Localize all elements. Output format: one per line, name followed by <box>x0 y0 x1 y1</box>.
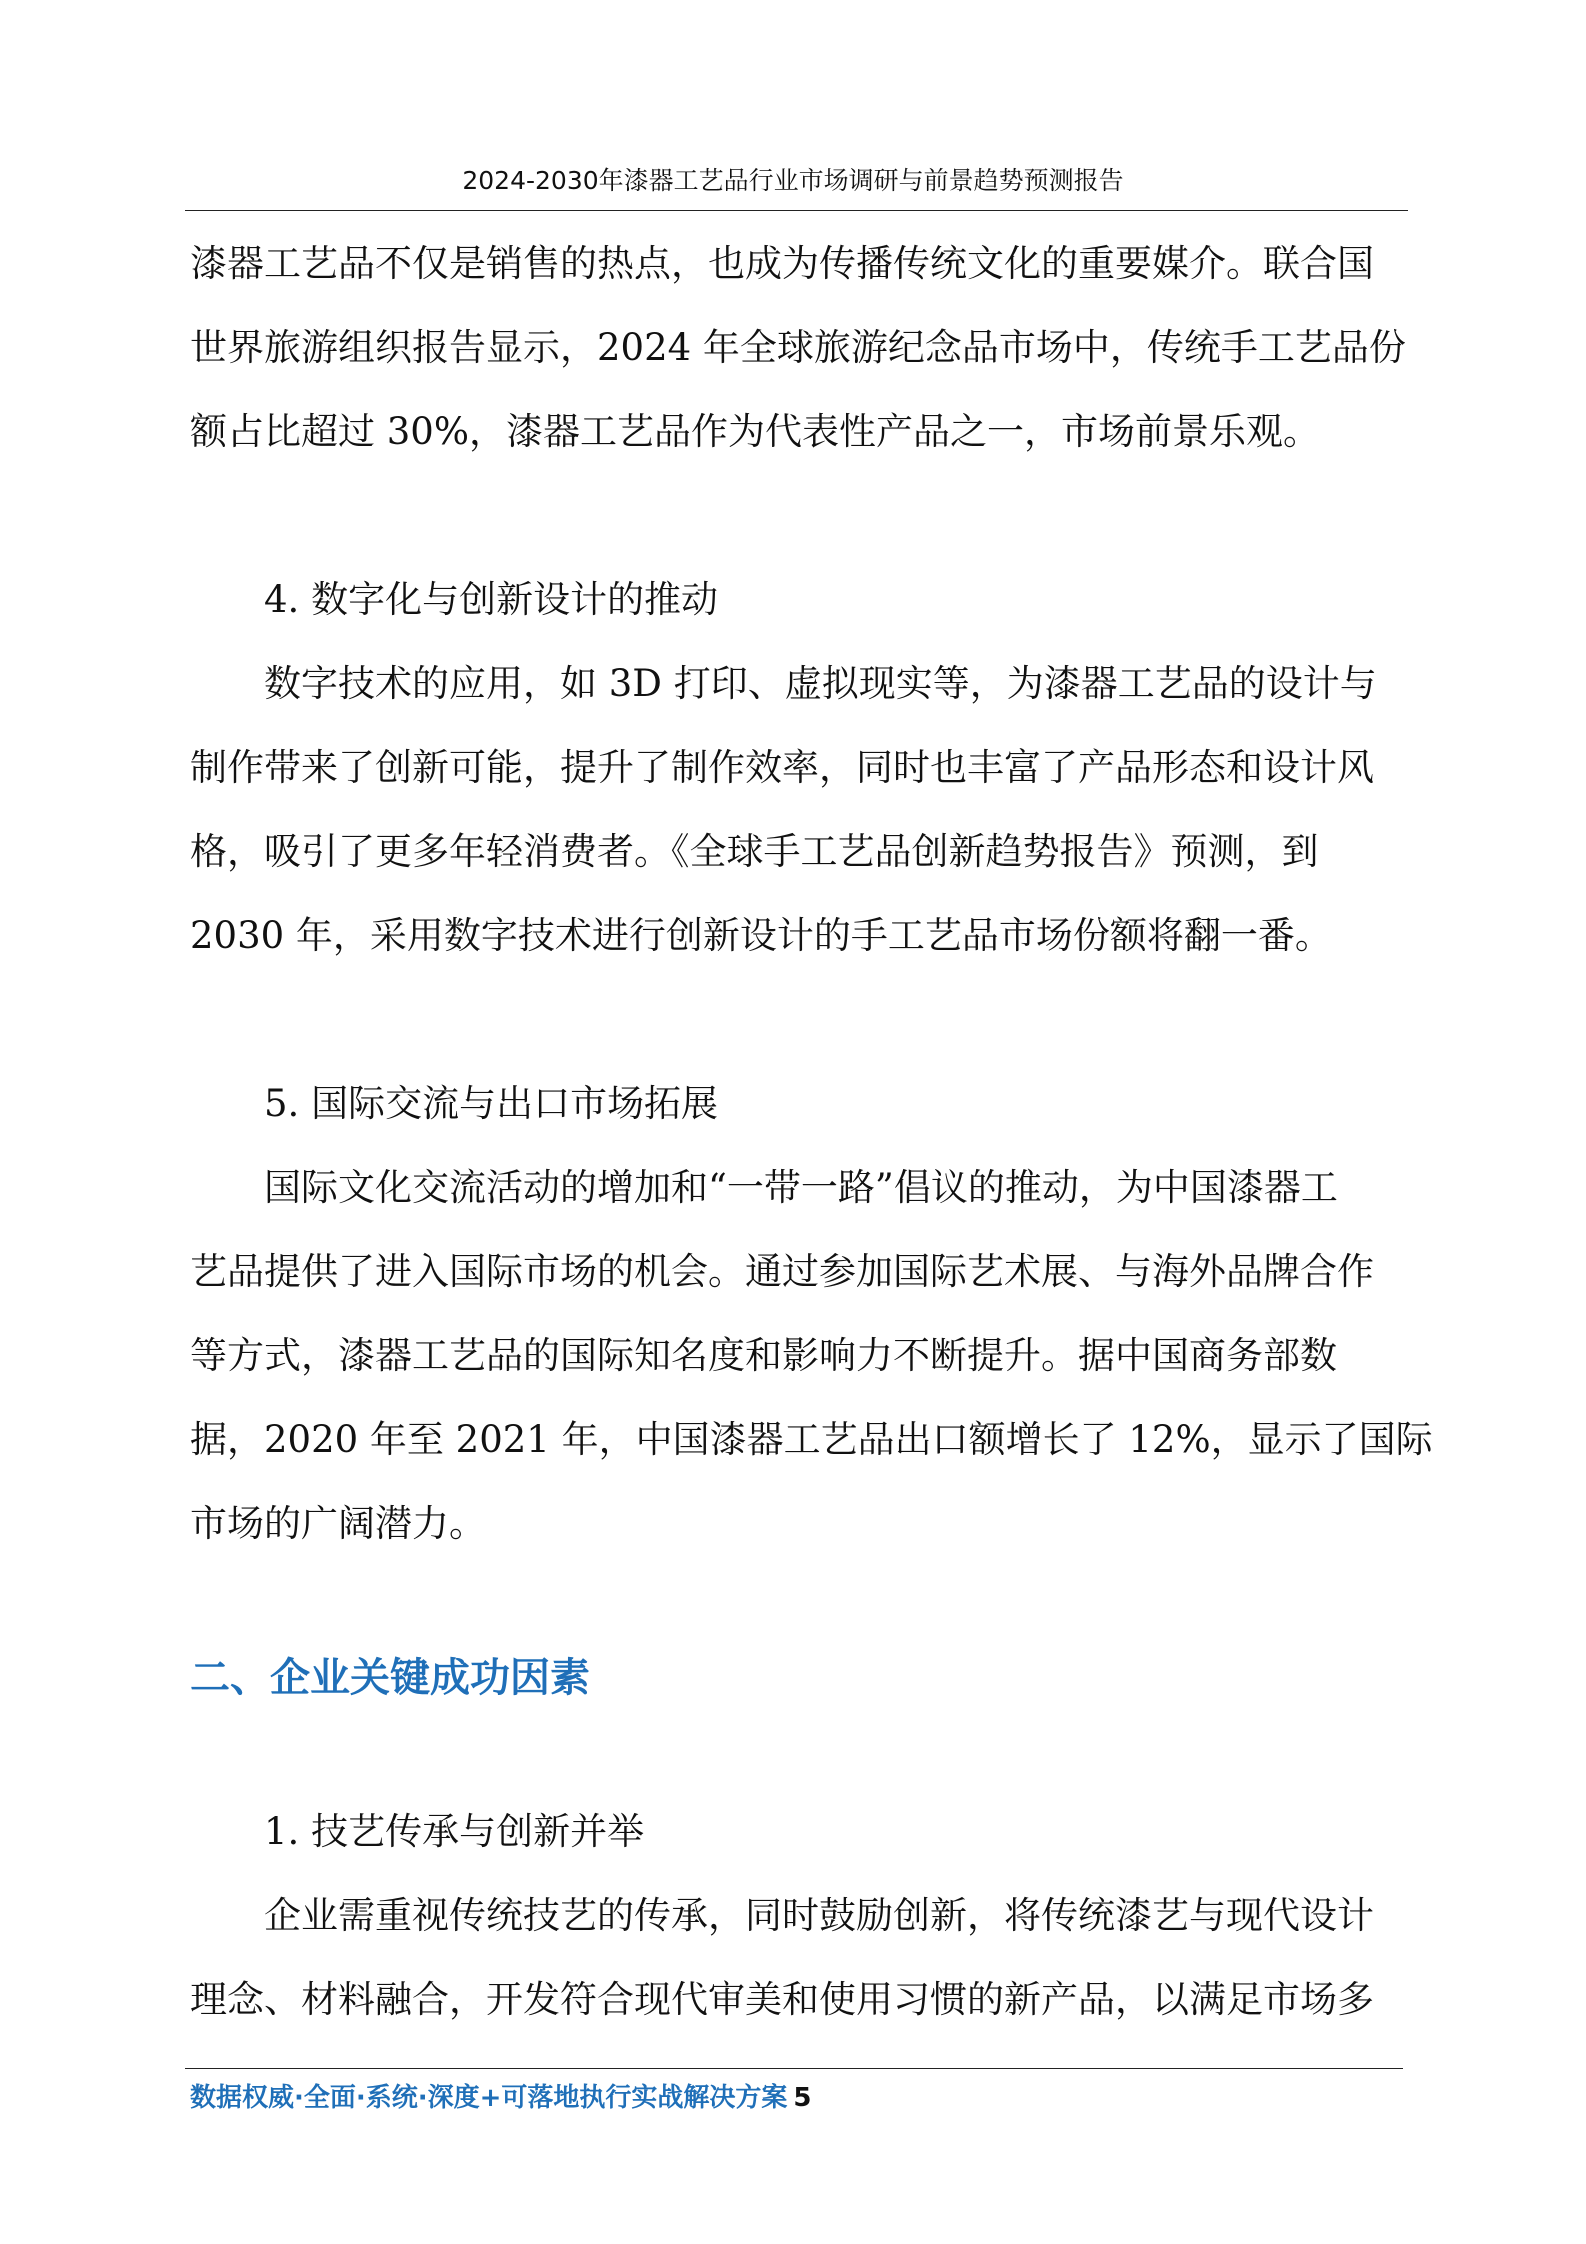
paragraph-line: 数字技术的应用，如 3D 打印、虚拟现实等，为漆器工艺品的设计与 <box>264 662 1377 705</box>
subheading-international-exchange: 5. 国际交流与出口市场拓展 <box>264 1082 719 1125</box>
paragraph-line: 格，吸引了更多年轻消费者。《全球手工艺品创新趋势报告》预测，到 <box>190 830 1319 873</box>
page-number: 5 <box>793 2083 812 2113</box>
paragraph-digital-innovation <box>190 642 1410 978</box>
section-title-key-success-factors: 二、企业关键成功因素 <box>190 1655 590 1701</box>
paragraph-line: 企业需重视传统技艺的传承，同时鼓励创新，将传统漆艺与现代设计 <box>264 1894 1374 1937</box>
paragraph-line: 国际文化交流活动的增加和“一带一路”倡议的推动，为中国漆器工 <box>264 1166 1338 1209</box>
subheading-craft-inheritance: 1. 技艺传承与创新并举 <box>264 1810 645 1853</box>
paragraph-line: 制作带来了创新可能，提升了制作效率，同时也丰富了产品形态和设计风 <box>190 746 1374 789</box>
paragraph-line: 世界旅游组织报告显示，2024 年全球旅游纪念品市场中，传统手工艺品份 <box>190 326 1406 369</box>
paragraph-line: 额占比超过 30%，漆器工艺品作为代表性产品之一，市场前景乐观。 <box>190 410 1320 453</box>
paragraph-line: 据，2020 年至 2021 年，中国漆器工艺品出口额增长了 12%，显示了国际 <box>190 1418 1433 1461</box>
paragraph-line: 漆器工艺品不仅是销售的热点，也成为传播传统文化的重要媒介。联合国 <box>190 242 1374 285</box>
paragraph-tourism-market <box>190 222 1410 474</box>
paragraph-line: 2030 年，采用数字技术进行创新设计的手工艺品市场份额将翻一番。 <box>190 914 1332 957</box>
subheading-digital-innovation: 4. 数字化与创新设计的推动 <box>264 578 719 621</box>
paragraph-line: 等方式，漆器工艺品的国际知名度和影响力不断提升。据中国商务部数 <box>190 1334 1337 1377</box>
paragraph-line: 市场的广阔潜力。 <box>190 1502 486 1545</box>
footer-slogan: 数据权威·全面·系统·深度+可落地执行实战解决方案 <box>190 2083 788 2113</box>
paragraph-craft-inheritance <box>190 1874 1410 2042</box>
footer-divider <box>185 2068 1403 2069</box>
paragraph-line: 理念、材料融合，开发符合现代审美和使用习惯的新产品，以满足市场多 <box>190 1978 1374 2021</box>
paragraph-international-exchange <box>190 1146 1433 1566</box>
paragraph-line: 艺品提供了进入国际市场的机会。通过参加国际艺术展、与海外品牌合作 <box>190 1250 1374 1293</box>
page-header-title: 2024-2030年漆器工艺品行业市场调研与前景趋势预测报告 <box>462 166 1124 195</box>
page-footer <box>190 2078 812 2118</box>
document-body <box>190 222 1433 2042</box>
header-divider <box>185 210 1408 211</box>
